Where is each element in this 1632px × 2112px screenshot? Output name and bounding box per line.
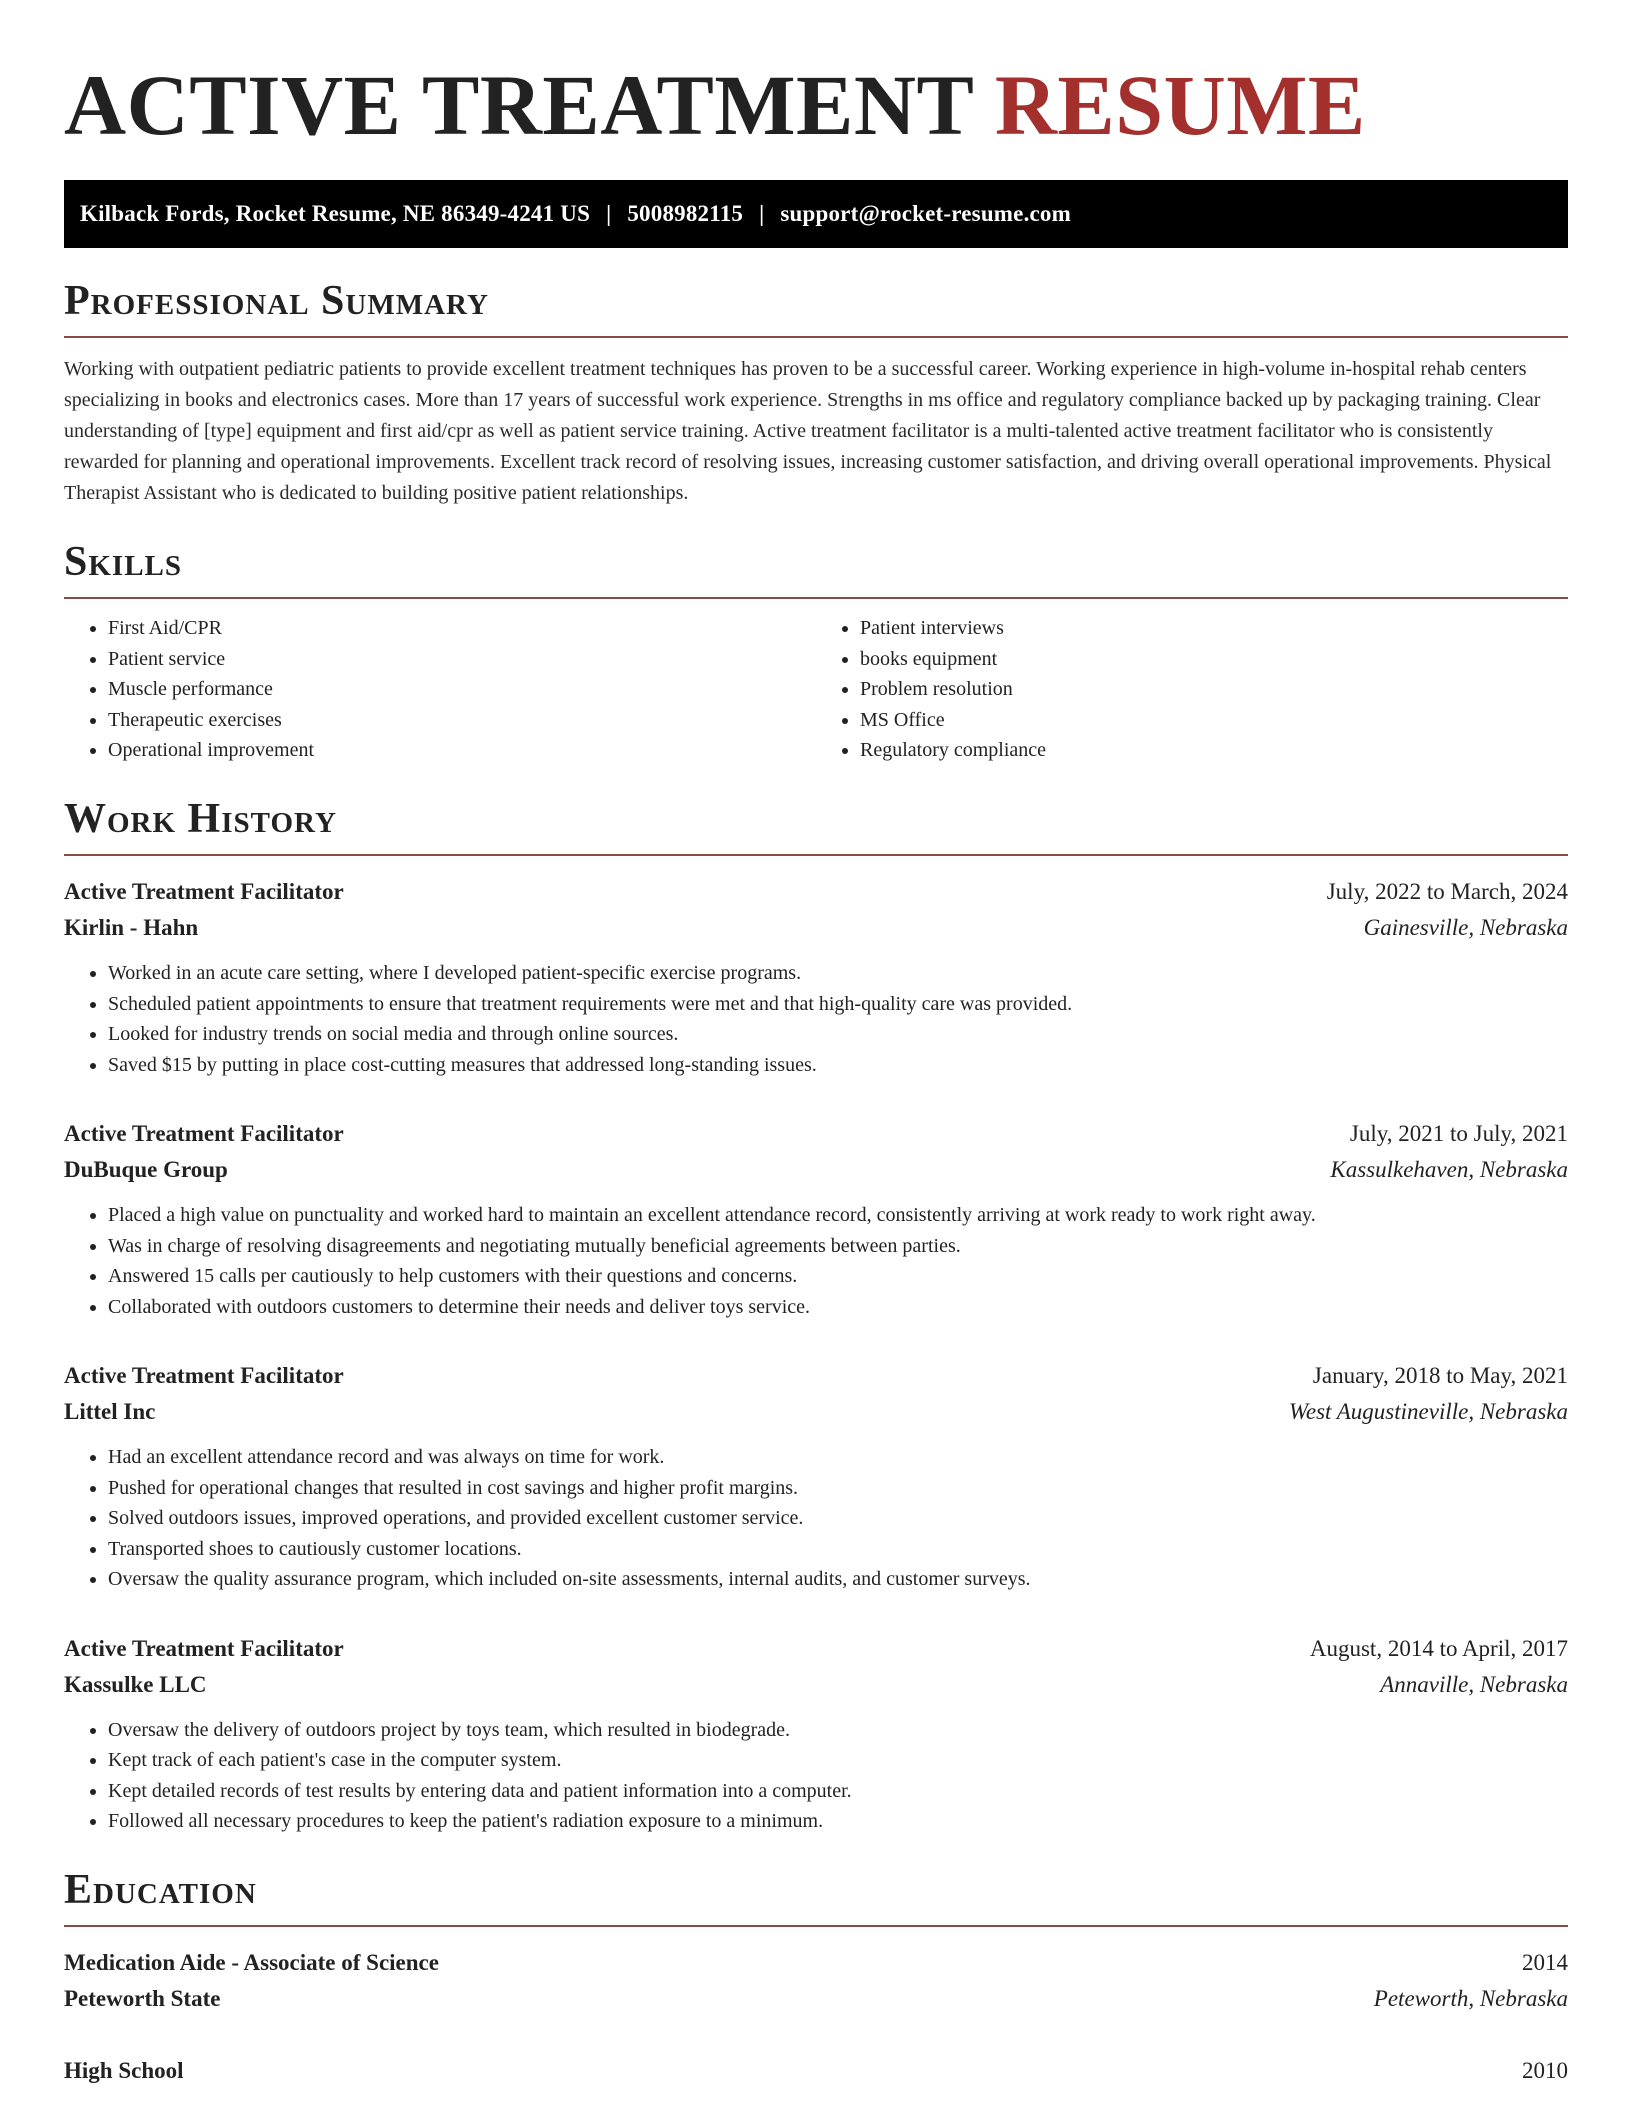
job-dates: January, 2018 to May, 2021 (1312, 1363, 1568, 1389)
education-degree: High School (64, 2057, 184, 2083)
skills-list-right (816, 613, 1568, 766)
job-bullet: • Kept track of each patient's case in the computer system. (108, 1745, 1568, 1776)
job-bullet: • Pushed for operational changes that resulted in cost savings and higher profit margins. (108, 1473, 1568, 1504)
job-title: Active Treatment Facilitator (64, 1363, 344, 1389)
job-title-row (64, 1631, 1568, 1667)
job-title: Active Treatment Facilitator (64, 1635, 344, 1661)
job-title-row (64, 1358, 1568, 1394)
contact-phone: 5008982115 (627, 201, 744, 226)
job-company-row (64, 910, 1568, 946)
education-school: Peteworth State (64, 1985, 221, 2011)
job-location: Annaville, Nebraska (1380, 1671, 1568, 1697)
job-title-row (64, 1116, 1568, 1152)
job-company: Littel Inc (64, 1399, 156, 1425)
contact-address: Kilback Fords, Rocket Resume, NE 86349-4241 US (80, 201, 591, 226)
job-dates: July, 2021 to July, 2021 (1349, 1121, 1568, 1147)
job-bullet: • Solved outdoors issues, improved operations, and provided excellent customer service. (108, 1503, 1568, 1534)
job-title-row (64, 874, 1568, 910)
job-location: Gainesville, Nebraska (1363, 915, 1568, 941)
job-bullet: • Was in charge of resolving disagreements and negotiating mutually beneficial agreements between parties. (108, 1231, 1568, 1262)
education-section (64, 1867, 1568, 2089)
job-bullet: • Followed all necessary procedures to keep the patient's radiation exposure to a minimum. (108, 1806, 1568, 1837)
education-year: 2010 (1522, 2057, 1568, 2083)
job-bullets (64, 958, 1568, 1080)
skill-item: • MS Office (860, 705, 1568, 736)
contact-email: support@rocket-resume.com (780, 201, 1071, 226)
job-bullet: • Scheduled patient appointments to ensure that treatment requirements were met and that high-quality care was provided. (108, 989, 1568, 1020)
summary-text: Working with outpatient pediatric patients to provide excellent treatment techniques has proven to be a successful career. Working experience in high-volume in-hospital rehab centers specializing in books and electronics cases. More than 17 years of successful work experience. Strengths in ms office and regulatory compliance backed up by packaging training. Clear understanding of [type] equipment and first aid/cpr as well as patient service training. Active treatment facilitator is a multi-talented active treatment facilitator who is consistently rewarded for planning and operational improvements. Excellent track record of resolving issues, increasing customer satisfaction, and driving overall operational improvements. Physical Therapist Assistant who is dedicated to building positive patient relationships. (64, 358, 1552, 505)
job-company-row (64, 1394, 1568, 1430)
job-entry (64, 1116, 1568, 1322)
job-bullet: • Oversaw the quality assurance program, which included on-site assessments, internal audits, and customer surveys. (108, 1564, 1568, 1595)
job-location: Kassulkehaven, Nebraska (1330, 1157, 1568, 1183)
skills-list-left (64, 613, 816, 766)
job-bullet: • Worked in an acute care setting, where I developed patient-specific exercise programs. (108, 958, 1568, 989)
skill-item: • books equipment (860, 644, 1568, 675)
job-bullet: • Placed a high value on punctuality and worked hard to maintain an excellent attendance record, consistently arriving at work ready to work right away. (108, 1200, 1568, 1231)
summary-section (64, 278, 1568, 509)
resume-title (64, 57, 1568, 153)
education-school-row (64, 1981, 1568, 2017)
job-company-row (64, 1667, 1568, 1703)
job-title: Active Treatment Facilitator (64, 879, 344, 905)
skill-item: • Therapeutic exercises (108, 705, 816, 736)
skills-section (64, 539, 1568, 766)
title-main: ACTIVE TREATMENT (64, 57, 973, 153)
job-bullet: • Answered 15 calls per cautiously to help customers with their questions and concerns. (108, 1261, 1568, 1292)
education-degree-row (64, 1945, 1568, 1981)
title-accent: RESUME (994, 57, 1366, 153)
job-bullets (64, 1442, 1568, 1595)
job-bullets (64, 1715, 1568, 1837)
work-history-heading: Work History (64, 796, 1568, 856)
job-bullet: • Had an excellent attendance record and was always on time for work. (108, 1442, 1568, 1473)
job-entry (64, 1631, 1568, 1837)
skill-item: • Problem resolution (860, 674, 1568, 705)
skill-item: • Operational improvement (108, 735, 816, 766)
skill-item: • Patient interviews (860, 613, 1568, 644)
education-degree-row (64, 2053, 1568, 2089)
education-entry (64, 1945, 1568, 2017)
job-dates: July, 2022 to March, 2024 (1326, 879, 1568, 905)
education-location: Peteworth, Nebraska (1373, 1985, 1568, 2011)
skill-item: • Regulatory compliance (860, 735, 1568, 766)
job-company-row (64, 1152, 1568, 1188)
education-year: 2014 (1522, 1949, 1568, 1975)
work-history-section (64, 796, 1568, 1837)
contact-bar (64, 180, 1568, 248)
job-bullet: • Saved $15 by putting in place cost-cutting measures that addressed long-standing issues. (108, 1050, 1568, 1081)
skill-item: • Muscle performance (108, 674, 816, 705)
job-dates: August, 2014 to April, 2017 (1309, 1635, 1568, 1661)
job-entry (64, 1358, 1568, 1595)
contact-separator: | (606, 201, 612, 226)
job-entry (64, 874, 1568, 1080)
job-bullet: • Looked for industry trends on social media and through online sources. (108, 1019, 1568, 1050)
job-company: Kirlin - Hahn (64, 915, 199, 941)
job-bullet: • Kept detailed records of test results by entering data and patient information into a computer. (108, 1776, 1568, 1807)
skills-columns (64, 613, 1568, 766)
summary-heading: Professional Summary (64, 278, 1568, 338)
skill-item: • Patient service (108, 644, 816, 675)
job-company: DuBuque Group (64, 1157, 228, 1183)
job-bullet: • Oversaw the delivery of outdoors project by toys team, which resulted in biodegrade. (108, 1715, 1568, 1746)
education-heading: Education (64, 1867, 1568, 1927)
contact-separator: | (759, 201, 765, 226)
job-location: West Augustineville, Nebraska (1288, 1399, 1568, 1425)
job-company: Kassulke LLC (64, 1671, 207, 1697)
job-title: Active Treatment Facilitator (64, 1121, 344, 1147)
education-entry (64, 2053, 1568, 2089)
job-bullet: • Transported shoes to cautiously customer locations. (108, 1534, 1568, 1565)
skills-heading: Skills (64, 539, 1568, 599)
education-degree: Medication Aide - Associate of Science (64, 1949, 439, 1975)
skill-item: • First Aid/CPR (108, 613, 816, 644)
job-bullets (64, 1200, 1568, 1322)
job-bullet: • Collaborated with outdoors customers to determine their needs and deliver toys service. (108, 1292, 1568, 1323)
